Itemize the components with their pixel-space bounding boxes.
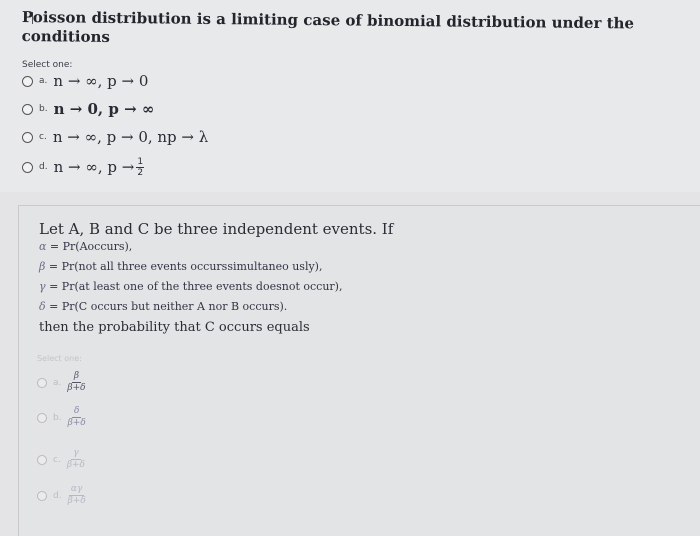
option-d[interactable]: d. n → ∞, p → $\frac{1}{2}$ bbox=[22, 156, 144, 178]
q2-option-b-fraction: $\frac{\delta}{\beta+\delta}$ bbox=[67, 406, 86, 428]
option-b-text: n → 0, p → ∞ bbox=[53, 100, 155, 118]
question-1-card bbox=[0, 0, 700, 192]
option-a-text: n → ∞, p → 0 bbox=[53, 72, 149, 90]
q2-option-a[interactable]: a. $\frac{\beta}{\beta+\delta}$ bbox=[37, 371, 86, 394]
q2-radio-a[interactable] bbox=[37, 378, 47, 388]
definition-gamma: γ = Pr(at least one of the three events doesnot occur), bbox=[39, 280, 343, 293]
select-one-label-2: Select one: bbox=[37, 354, 82, 363]
select-one-label: Select one: bbox=[22, 60, 73, 70]
q2-radio-d[interactable] bbox=[37, 491, 47, 501]
option-c[interactable]: c. n → ∞, p → 0, np → λ bbox=[22, 126, 208, 148]
definition-beta: β = Pr(not all three events occurssimultaneo usly), bbox=[39, 260, 323, 273]
question-2-intro: Let A, B and C be three independent events. If bbox=[39, 220, 394, 238]
q2-radio-b[interactable] bbox=[37, 413, 47, 423]
option-c-text: n → ∞, p → 0, np → λ bbox=[52, 128, 209, 146]
definition-alpha: α = Pr(Aoccurs), bbox=[39, 240, 133, 253]
q2-option-a-fraction: $\frac{\beta}{\beta+\delta}$ bbox=[67, 371, 86, 393]
q2-radio-c[interactable] bbox=[37, 455, 47, 465]
q2-option-b[interactable]: b. $\frac{\delta}{\beta+\delta}$ bbox=[37, 406, 86, 429]
q2-option-c-fraction: $\frac{\gamma}{\beta+\delta}$ bbox=[66, 448, 85, 470]
q2-option-d-fraction: $\frac{\alpha\gamma}{\beta+\delta}$ bbox=[67, 484, 86, 506]
question-1-text: Poisson distribution is a limiting case of binomial distribution under the conditions bbox=[21, 8, 635, 46]
radio-b[interactable] bbox=[22, 104, 33, 115]
radio-d[interactable] bbox=[22, 162, 33, 173]
radio-c[interactable] bbox=[22, 132, 33, 143]
definition-delta: δ = Pr(C occurs but neither A nor B occurs). bbox=[39, 300, 288, 313]
radio-a[interactable] bbox=[22, 76, 33, 87]
option-d-fraction: $\frac{1}{2}$ bbox=[137, 156, 144, 178]
question-2-prompt: then the probability that C occurs equals bbox=[39, 320, 310, 335]
question-2-card bbox=[18, 205, 700, 536]
q2-option-c[interactable]: c. $\frac{\gamma}{\beta+\delta}$ bbox=[37, 448, 85, 471]
q2-option-d[interactable]: d. $\frac{\alpha\gamma}{\beta+\delta}$ bbox=[37, 484, 86, 507]
option-d-text: n → ∞, p → bbox=[53, 158, 135, 176]
option-a[interactable]: a. n → ∞, p → 0 bbox=[22, 70, 148, 92]
option-b[interactable]: b. n → 0, p → ∞ bbox=[22, 98, 154, 120]
